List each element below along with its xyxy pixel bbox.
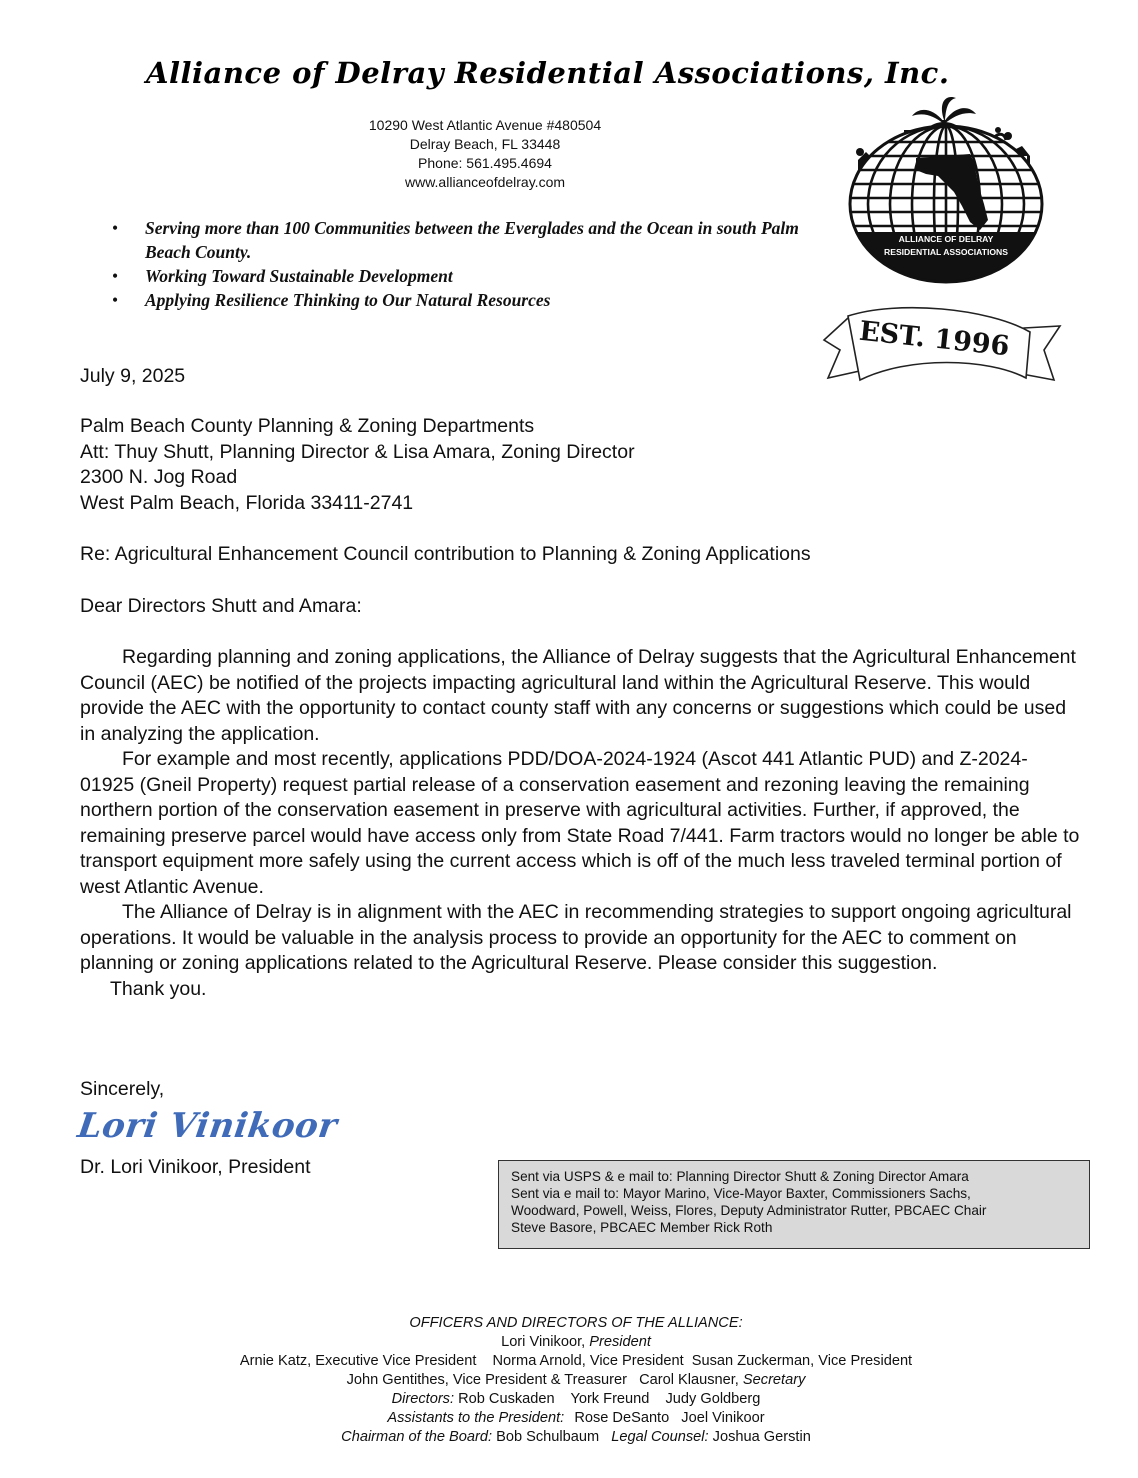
director-name: Rob Cuskaden: [458, 1391, 555, 1407]
president-name: Lori Vinikoor,: [501, 1334, 586, 1350]
globe-icon: [846, 122, 1046, 292]
officer-entry: Norma Arnold, Vice President: [492, 1353, 684, 1369]
logo-text-line2: RESIDENTIAL ASSOCIATIONS: [884, 247, 1008, 257]
officer-entry: Carol Klausner,: [639, 1372, 739, 1388]
officer-entry: John Gentithes, Vice President & Treasurer: [346, 1372, 628, 1388]
assistants-label: Assistants to the President:: [387, 1410, 565, 1426]
footer-directors: [100, 1390, 1052, 1409]
officer-entry: Arnie Katz, Executive Vice President: [239, 1353, 477, 1369]
recipient-line: Att: Thuy Shutt, Planning Director & Lisa Amara, Zoning Director: [80, 440, 635, 463]
closing: Sincerely,: [80, 1078, 165, 1100]
officer-entry: Susan Zuckerman, Vice President: [691, 1353, 913, 1369]
tagline-item: • Working Toward Sustainable Development: [110, 264, 830, 288]
est-banner-text: EST. 1996: [857, 315, 1011, 363]
footer-president: [100, 1333, 1052, 1352]
org-name: Alliance of Delray Residential Associations, Inc.: [146, 56, 950, 90]
body-paragraph: Thank you.: [110, 977, 207, 1000]
counsel-label: Legal Counsel:: [611, 1429, 709, 1445]
recipient-line: West Palm Beach, Florida 33411-2741: [80, 491, 414, 514]
recipient-line: Palm Beach County Planning & Zoning Departments: [80, 415, 535, 437]
counsel-name: Joshua Gerstin: [712, 1429, 811, 1445]
assistant-name: Rose DeSanto: [574, 1410, 670, 1426]
footer-assistants: [100, 1409, 1052, 1428]
recipient-block: [80, 414, 635, 516]
footer-officers-row1: [100, 1352, 1052, 1371]
logo-text-line1: ALLIANCE OF DELRAY: [898, 234, 994, 244]
footer-heading: OFFICERS AND DIRECTORS OF THE ALLIANCE:: [409, 1315, 743, 1331]
body-paragraph: The Alliance of Delray is in alignment with the AEC in recommending strategies to support ongoing agricultural operations. It would be valuable in the analysis process to provide an opportunity for the AEC to comment on planning or zoning applications related to the Agricultural Reserve. Please consider this suggestion.: [80, 901, 1072, 974]
letter-date: July 9, 2025: [80, 365, 186, 387]
officers-footer: [100, 1314, 1052, 1447]
salutation: Dear Directors Shutt and Amara:: [80, 595, 362, 617]
subject-line: Re: Agricultural Enhancement Council contribution to Planning & Zoning Applications: [80, 543, 811, 565]
recipient-line: 2300 N. Jog Road: [80, 466, 238, 488]
tagline-item: • Applying Resilience Thinking to Our Natural Resources: [110, 288, 830, 312]
address-block: [290, 116, 680, 192]
secretary-title: Secretary: [742, 1372, 806, 1388]
signer-name: Dr. Lori Vinikoor, President: [80, 1156, 311, 1178]
assistant-name: Joel Vinikoor: [681, 1410, 765, 1426]
est-banner: [818, 298, 1068, 396]
distribution-box: [498, 1160, 1090, 1249]
distribution-line: Sent via USPS & e mail to: Planning Director Shutt & Zoning Director Amara: [511, 1169, 969, 1184]
chairman-name: Bob Schulbaum: [496, 1429, 600, 1445]
alliance-globe-logo: [846, 92, 1046, 292]
distribution-line: Steve Basore, PBCAEC Member Rick Roth: [511, 1220, 773, 1235]
director-name: York Freund: [570, 1391, 650, 1407]
tagline-list: [110, 216, 830, 312]
address-city: Delray Beach, FL 33448: [409, 136, 561, 152]
distribution-line: Woodward, Powell, Weiss, Flores, Deputy Administrator Rutter, PBCAEC Chair: [511, 1203, 987, 1218]
chairman-label: Chairman of the Board:: [341, 1429, 493, 1445]
distribution-line: Sent via e mail to: Mayor Marino, Vice-Mayor Baxter, Commissioners Sachs,: [511, 1186, 971, 1201]
signature: Lori Vinikoor: [75, 1106, 340, 1146]
footer-chairman-counsel: [100, 1428, 1052, 1447]
website-link[interactable]: www.allianceofdelray.com: [404, 174, 566, 190]
body-paragraph: Regarding planning and zoning applications, the Alliance of Delray suggests that the Agricultural Enhancement Council (AEC) be notified of the projects impacting agricultural land within the Agricultural Reserve. This would provide the AEC with the opportunity to contact county staff with any concerns or suggestions which could be used in analyzing the application.: [80, 646, 1076, 745]
phone-number: Phone: 561.495.4694: [418, 155, 552, 171]
directors-label: Directors:: [391, 1391, 455, 1407]
address-line: 10290 West Atlantic Avenue #480504: [368, 117, 602, 133]
tagline-item: • Serving more than 100 Communities between the Everglades and the Ocean in south Palm Beach County.: [110, 216, 830, 264]
president-title: President: [589, 1334, 651, 1350]
letter-body: [80, 645, 1080, 1002]
footer-officers-row2: [100, 1371, 1052, 1390]
body-paragraph: For example and most recently, applications PDD/DOA-2024-1924 (Ascot 441 Atlantic PUD) and Z-2024-01925 (Gneil Property) request partial release of a conservation easement and rezoning leaving the remaining northern portion of the conservation easement in preserve with agricultural activities. Further, if approved, the remaining preserve parcel would have access only from State Road 7/441. Farm tractors would no longer be able to transport equipment more safely using the current access which is off of the much less traveled terminal portion of west Atlantic Avenue.: [80, 748, 1080, 898]
director-name: Judy Goldberg: [665, 1391, 761, 1407]
